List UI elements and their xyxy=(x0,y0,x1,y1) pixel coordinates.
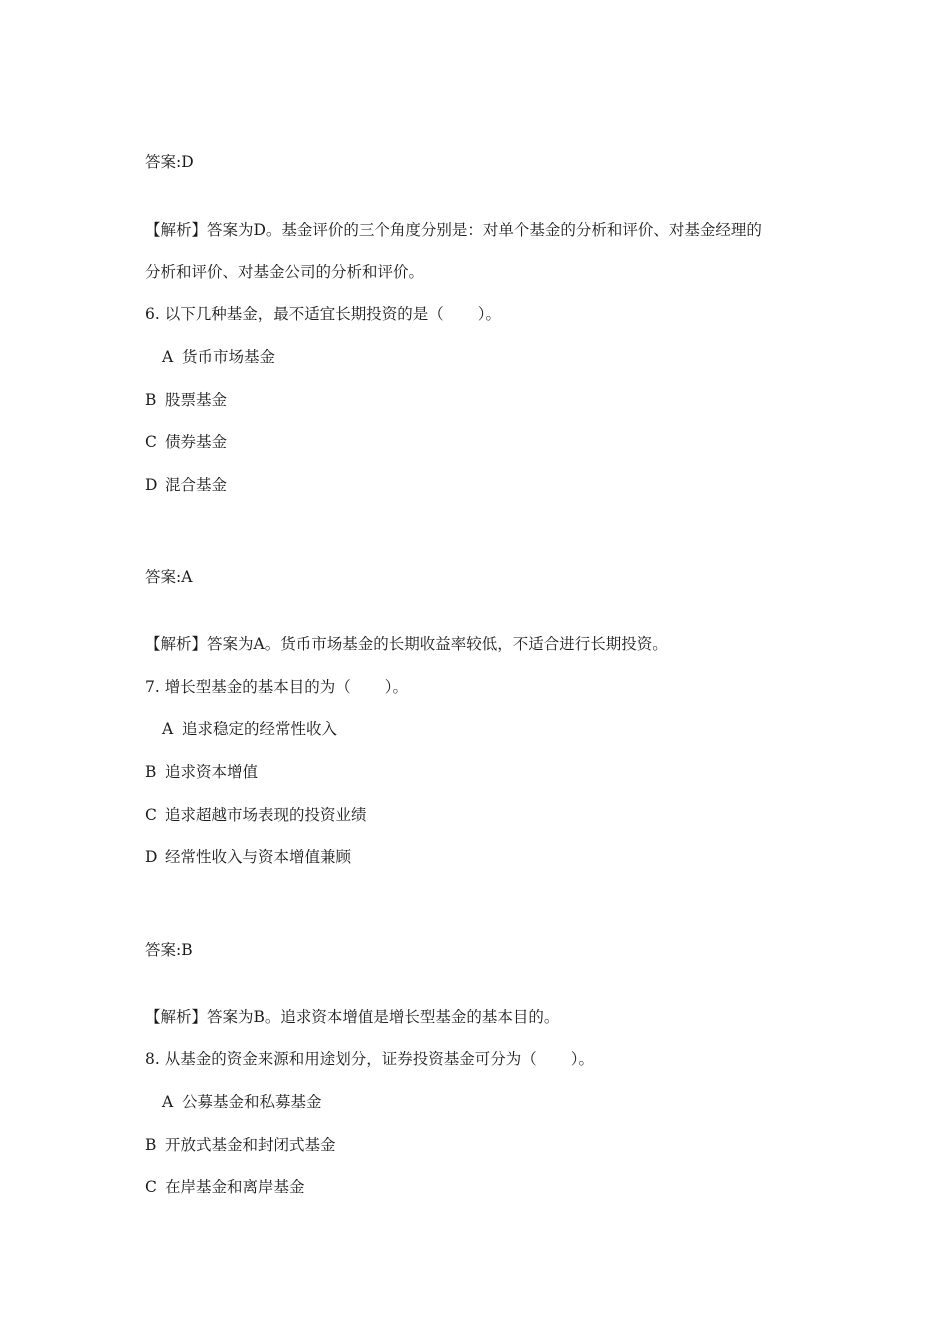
option-text: 股票基金 xyxy=(165,391,228,409)
question-6-option-d xyxy=(145,475,227,495)
option-letter: B xyxy=(145,763,157,781)
analysis-7: 【解析】答案为B。追求资本增值是增长型基金的基本目的。 xyxy=(145,1008,560,1026)
question-7-stem-before: 7. 增长型基金的基本目的为（ xyxy=(145,678,351,696)
question-8-stem-before: 8. 从基金的资金来源和用途划分，证券投资基金可分为（ xyxy=(145,1050,537,1068)
option-text: 债券基金 xyxy=(165,433,228,451)
question-8-option-b xyxy=(145,1135,336,1155)
answer-5: 答案:D xyxy=(145,153,194,171)
option-letter: C xyxy=(145,433,157,451)
option-text: 开放式基金和封闭式基金 xyxy=(165,1136,336,1154)
question-7-stem xyxy=(145,677,408,697)
analysis-6: 【解析】答案为A。货币市场基金的长期收益率较低，不适合进行长期投资。 xyxy=(145,635,668,653)
answer-6: 答案:A xyxy=(145,568,193,586)
question-6-option-b xyxy=(145,390,227,410)
question-8-stem xyxy=(145,1049,594,1069)
question-6-stem xyxy=(145,304,501,324)
option-text: 公募基金和私募基金 xyxy=(182,1093,322,1111)
option-letter: A xyxy=(162,348,174,366)
option-text: 追求超越市场表现的投资业绩 xyxy=(165,806,367,824)
question-7-option-b xyxy=(145,762,258,782)
answer-7: 答案:B xyxy=(145,941,193,959)
option-letter: B xyxy=(145,1136,157,1154)
question-6-option-c xyxy=(145,432,227,452)
option-text: 追求资本增值 xyxy=(165,763,259,781)
option-letter: D xyxy=(145,848,158,866)
option-text: 混合基金 xyxy=(165,476,228,494)
option-letter: C xyxy=(145,1178,157,1196)
option-text: 在岸基金和离岸基金 xyxy=(165,1178,305,1196)
question-7-option-c xyxy=(145,805,367,825)
question-6-stem-before: 6. 以下几种基金，最不适宜长期投资的是（ xyxy=(145,305,444,323)
question-7-option-a xyxy=(162,719,337,739)
question-8-option-a xyxy=(162,1092,322,1112)
question-7-stem-after: ）。 xyxy=(384,678,408,696)
option-text: 货币市场基金 xyxy=(182,348,276,366)
option-letter: B xyxy=(145,391,157,409)
question-6-stem-after: ）。 xyxy=(477,305,501,323)
question-8-option-c xyxy=(145,1177,305,1197)
option-letter: A xyxy=(162,1093,174,1111)
option-text: 追求稳定的经常性收入 xyxy=(182,720,338,738)
analysis-5-line2: 分析和评价、对基金公司的分析和评价。 xyxy=(145,263,425,281)
option-text: 经常性收入与资本增值兼顾 xyxy=(165,848,352,866)
option-letter: D xyxy=(145,476,158,494)
question-6-option-a xyxy=(162,347,275,367)
option-letter: C xyxy=(145,806,157,824)
question-8-stem-after: ）。 xyxy=(570,1050,594,1068)
analysis-5-line1: 【解析】答案为D。基金评价的三个角度分别是：对单个基金的分析和评价、对基金经理的 xyxy=(145,221,762,239)
option-letter: A xyxy=(162,720,174,738)
question-7-option-d xyxy=(145,847,351,867)
